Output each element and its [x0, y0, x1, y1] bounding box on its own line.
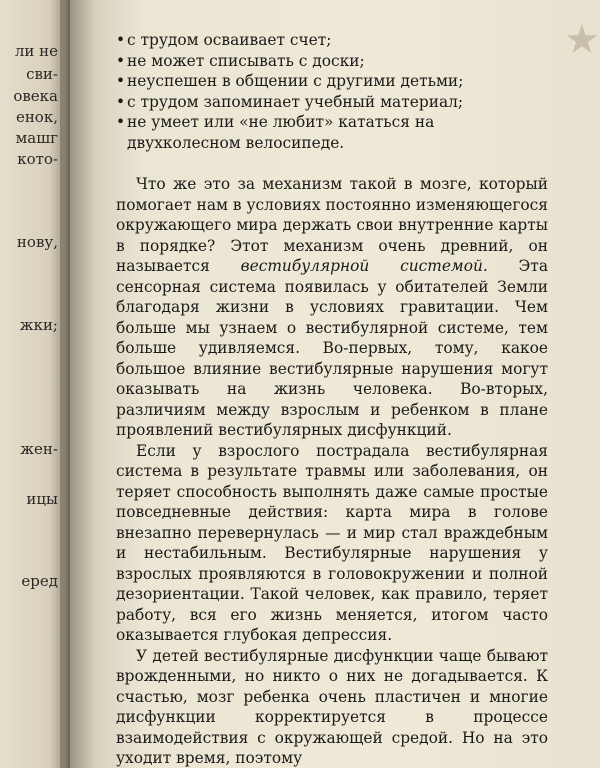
right-page — [70, 0, 600, 768]
left-page-line: кото- — [17, 150, 58, 168]
paragraph — [116, 174, 548, 441]
paragraph: Если у взрослого пострадала вестибулярная система в результате травмы или заболевания, он теряет способность выполнять даже самые простые повседневные действия: карта мира в голове внезапно перевернулась — и мир стал враждебным и нестабильным. Вестибулярные нарушения у взрослых проявляются в головокружении и полной дезориентации. Такой человек, как правило, теряет работу, вся его жизнь меняется, итогом часто оказывается глубокая депрессия. — [116, 441, 548, 644]
list-item: • не может списывать с доски; — [116, 51, 548, 72]
left-page-line: сви- — [26, 65, 58, 83]
left-page — [0, 0, 70, 768]
star-icon: ★ — [564, 17, 600, 63]
emphasis-term: вестибулярной системой — [240, 257, 483, 275]
left-page-line: жки; — [19, 316, 58, 334]
left-page-line: овека — [13, 87, 58, 105]
list-item: • с трудом осваивает счет; — [116, 30, 548, 51]
list-item: • не умеет или «не любит» кататься на двухколесном велосипеде. — [116, 112, 548, 153]
page-text — [116, 30, 548, 768]
list-item: • с трудом запоминает учебный материал; — [116, 92, 548, 113]
symptom-list — [116, 30, 548, 153]
left-page-line: енок, — [15, 108, 58, 126]
left-page-line: жен- — [20, 440, 58, 458]
left-page-line: ли не — [14, 42, 58, 60]
left-page-line: машг — [15, 129, 58, 147]
left-page-line: нову, — [16, 233, 58, 251]
left-page-line: еред — [21, 572, 58, 590]
list-item: • неуспешен в общении с другими детьми; — [116, 71, 548, 92]
paragraph-text: . Эта сенсорная система появилась у обитателей Земли благодаря жизни в условиях гравитации. Чем больше мы узнаем о вестибулярной системе, тем больше удивляемся. Во-первых, тому, какое большое влияние вестибулярные нарушения могут оказывать на жизнь человека. Во-вторых, различиям между взрослым и ребенком в плане проявлений вестибулярных дисфункций. — [116, 257, 548, 439]
paragraph-text: Что же это за механизм такой в мозге, который помогает нам в условиях постоянно изменяющегося окружающего мира держать свои внутренние карты в порядке? Этот механизм очень древний, он называется — [116, 175, 548, 275]
left-page-line: ицы — [26, 490, 58, 508]
paragraph: У детей вестибулярные дисфункции чаще бывают врожденными, но никто о них не догадывается. К счастью, мозг ребенка очень пластичен и многие дисфункции корректируется в процессе взаимодействия с окружающей средой. Но на это уходит время, поэтому — [116, 646, 548, 767]
